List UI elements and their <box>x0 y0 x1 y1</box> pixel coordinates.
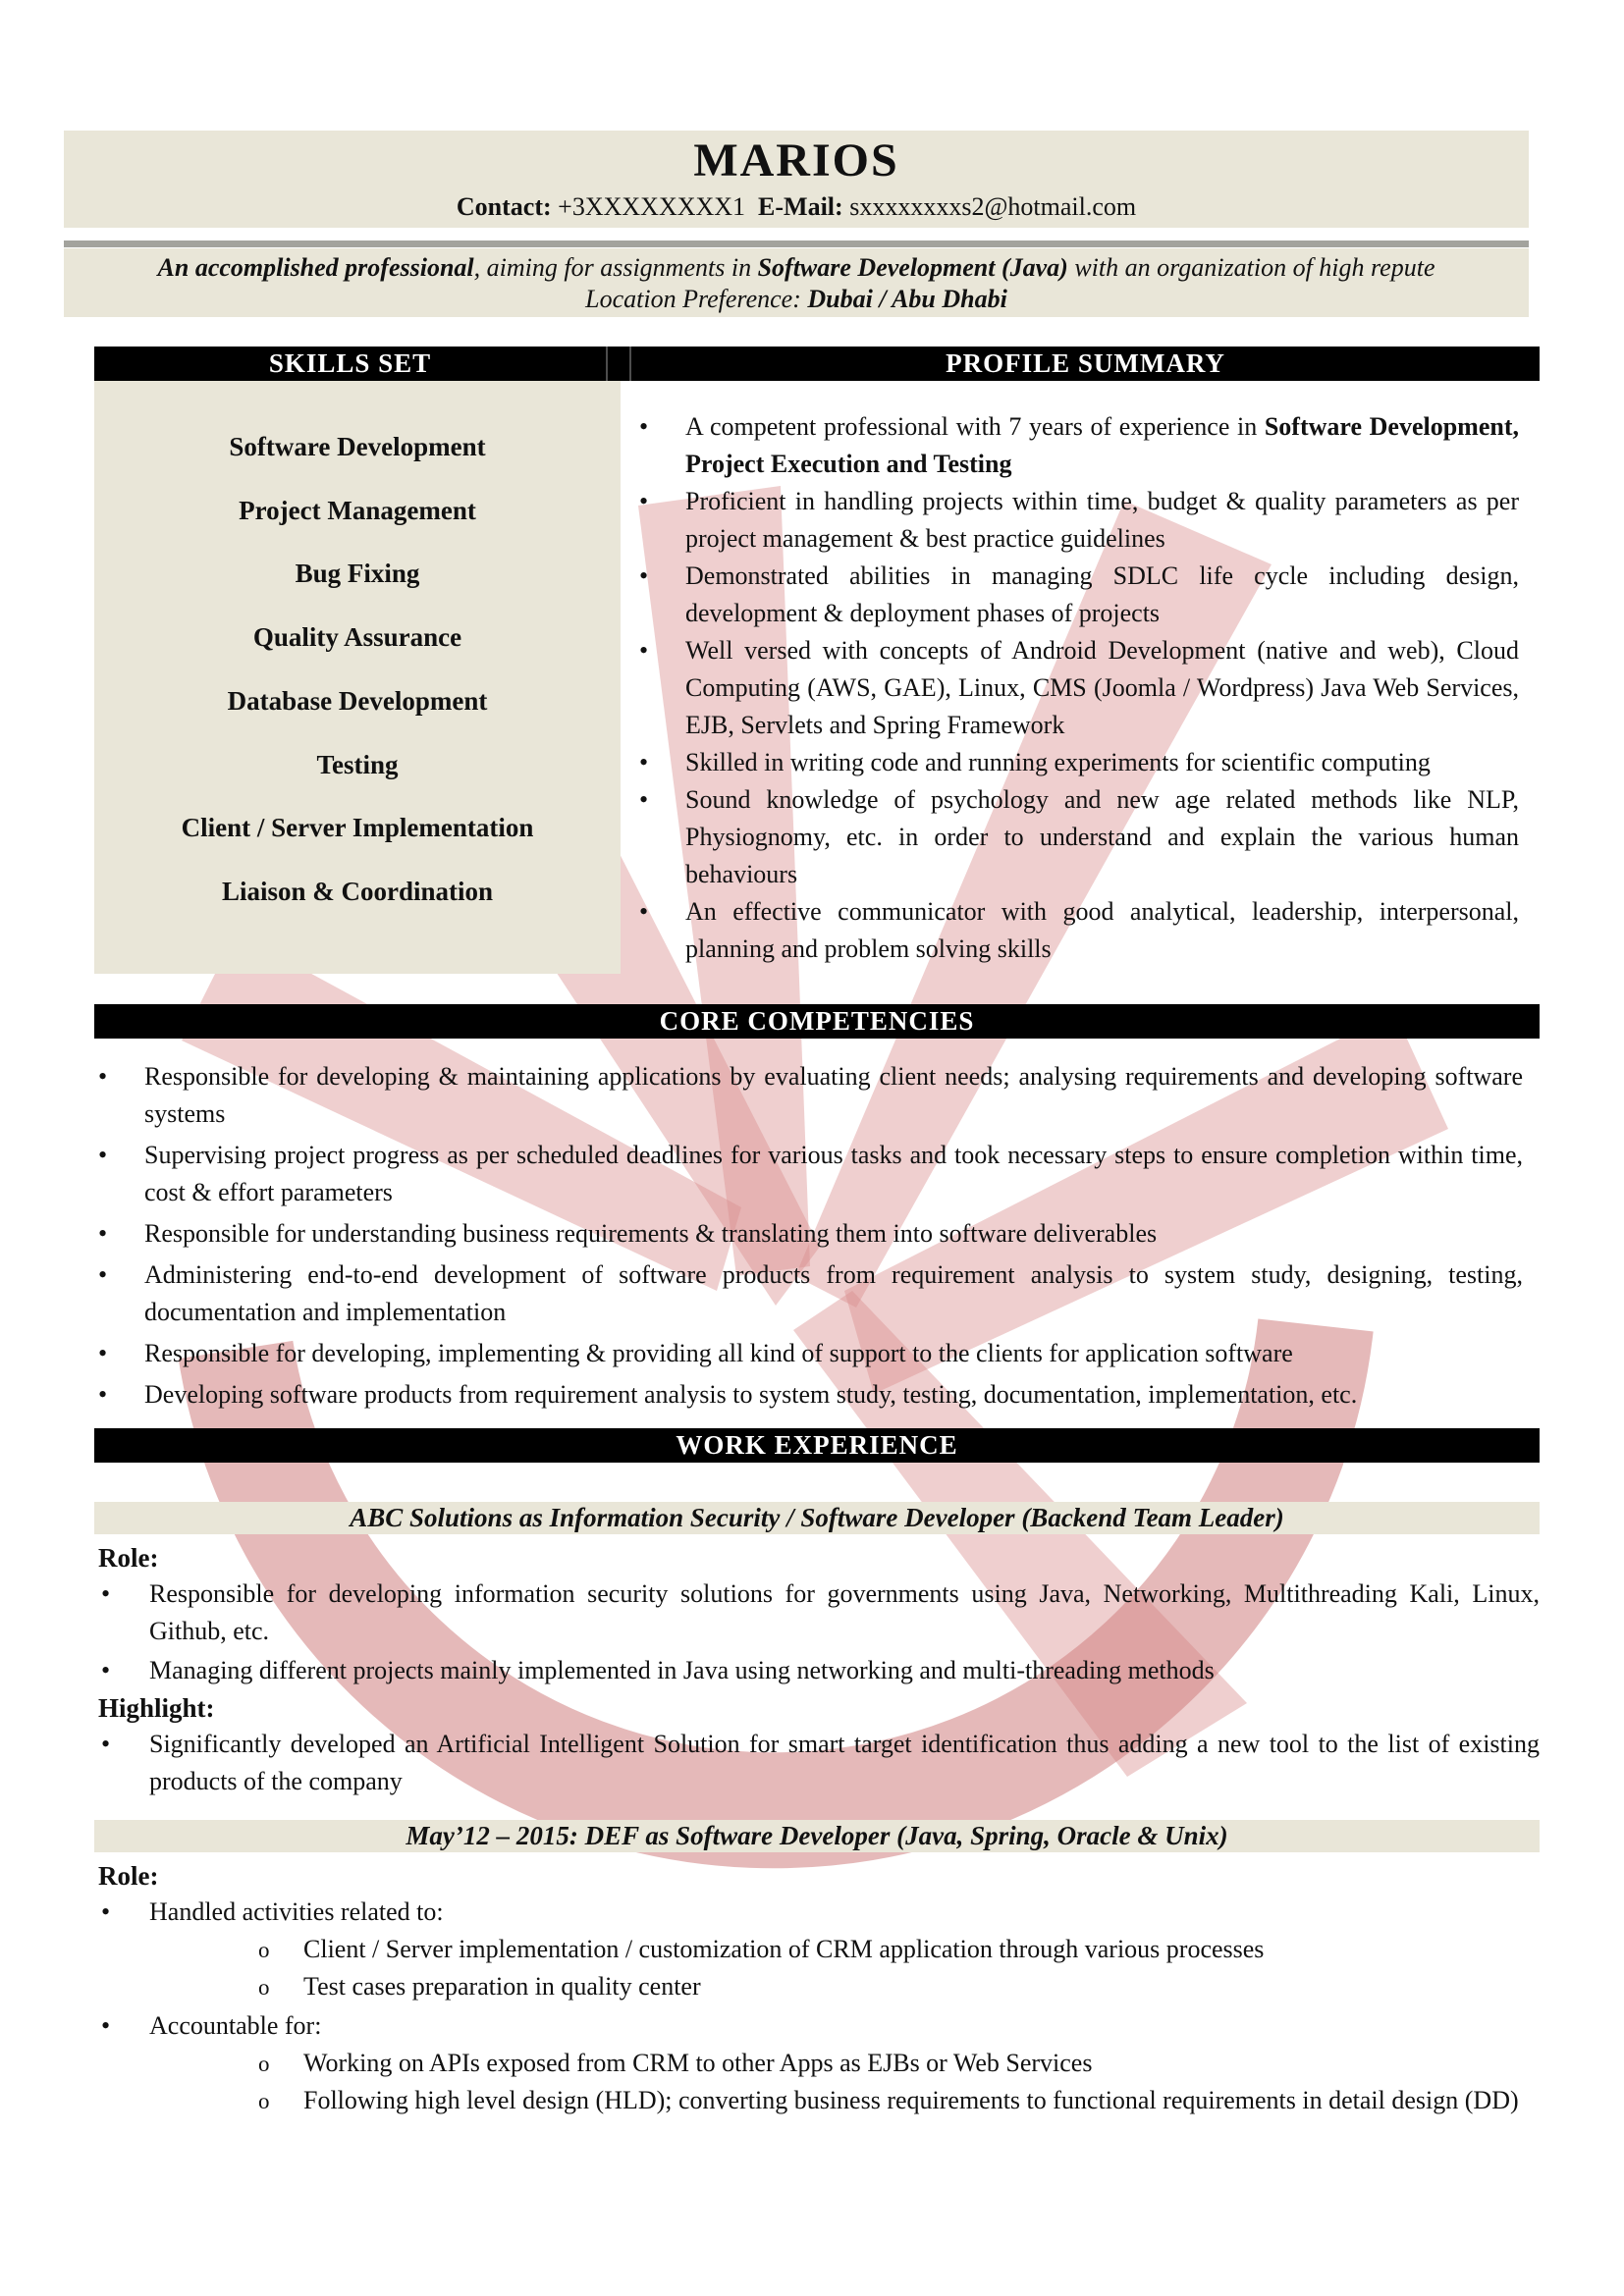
profile-bullet <box>635 558 1519 632</box>
skill-item: Project Management <box>239 495 476 525</box>
bullet-dot-icon: • <box>639 897 649 926</box>
core-bullet <box>94 1058 1523 1133</box>
contact-label: Contact: <box>456 192 552 221</box>
job-bullet-text: Managing different projects mainly implemented in Java using networking and multi-threading methods <box>149 1656 1215 1684</box>
bullet-dot-icon: • <box>639 487 649 515</box>
bullet-dot-icon: • <box>101 1579 111 1608</box>
job-bullet <box>94 1726 1540 1800</box>
job-sub-bullet-text: Test cases preparation in quality center <box>303 1972 701 2001</box>
job-sub-bullet-list <box>149 2045 1540 2119</box>
horizontal-rule <box>64 240 1529 247</box>
bullet-dot-icon: • <box>98 1339 108 1367</box>
profile-bullet <box>635 893 1519 968</box>
skill-item: Database Development <box>227 685 488 716</box>
bullet-dot-icon: • <box>98 1219 108 1248</box>
work-experience-header: WORK EXPERIENCE <box>94 1428 1540 1463</box>
bullet-dot-icon: • <box>101 1730 111 1758</box>
job-bullet-text: Significantly developed an Artificial Intelligent Solution for smart target identification thus adding a new tool to the list of existing products of the company <box>149 1730 1540 1795</box>
header-bar-seam <box>606 347 631 381</box>
job-sub-bullet <box>149 2045 1540 2082</box>
objective-statement <box>64 248 1529 317</box>
core-bullet-text: Supervising project progress as per scheduled deadlines for various tasks and took necessary steps to ensure completion within time, cost & effort parameters <box>144 1141 1523 1206</box>
skill-item: Testing <box>316 749 399 779</box>
circle-bullet-icon: o <box>258 1975 270 2000</box>
job-sub-bullet <box>149 1931 1540 1968</box>
emphasized-text: Dubai / Abu Dhabi <box>807 285 1007 313</box>
job-bullet-list <box>94 1575 1540 1689</box>
job-bullet <box>94 1575 1540 1650</box>
profile-bullet <box>635 408 1519 483</box>
skill-item: Software Development <box>229 431 486 461</box>
core-bullet-text: Developing software products from requirement analysis to system study, testing, documentation, implementation, etc. <box>144 1380 1358 1409</box>
contact-line <box>64 189 1529 225</box>
candidate-name: MARIOS <box>693 134 899 187</box>
profile-bullet-text <box>685 561 1519 627</box>
core-bullet-text: Responsible for developing & maintaining applications by evaluating client needs; analysing requirements and developing software systems <box>144 1062 1523 1128</box>
job-bullet <box>94 1894 1540 2005</box>
job-bullet-text: Responsible for developing information security solutions for governments using Java, Networking, Multithreading Kali, Linux, Github, etc. <box>149 1579 1540 1645</box>
profile-bullet <box>635 483 1519 558</box>
core-bullet-text: Responsible for understanding business requirements & translating them into software deliverables <box>144 1219 1158 1248</box>
core-competencies-list <box>94 1058 1523 1417</box>
bullet-dot-icon: • <box>639 636 649 665</box>
job-bullet-list <box>94 1726 1540 1800</box>
text-fragment: , aiming for assignments in <box>473 253 758 282</box>
skill-item: Liaison & Coordination <box>221 877 494 907</box>
bullet-dot-icon: • <box>101 2011 111 2040</box>
job-heading: ABC Solutions as Information Security / Software Developer (Backend Team Leader) <box>94 1502 1540 1534</box>
profile-bullet-text <box>685 412 1519 478</box>
job-heading: May’12 – 2015: DEF as Software Developer (Java, Spring, Oracle & Unix) <box>94 1820 1540 1852</box>
job-section-label: Role: <box>98 1861 159 1891</box>
job-sub-bullet-text: Working on APIs exposed from CRM to other Apps as EJBs or Web Services <box>303 2049 1093 2077</box>
circle-bullet-icon: o <box>258 2052 270 2076</box>
bullet-dot-icon: • <box>639 748 649 776</box>
work-experience-section <box>94 1480 1540 2121</box>
job-bullet <box>94 2007 1540 2119</box>
core-bullet <box>94 1215 1523 1253</box>
bullet-dot-icon: • <box>639 412 649 441</box>
profile-bullet-text <box>685 636 1519 739</box>
core-bullet-text: Responsible for developing, implementing & providing all kind of support to the clients for application software <box>144 1339 1293 1367</box>
bullet-dot-icon: • <box>101 1656 111 1684</box>
text-fragment: Well versed with concepts of Android Development (native and web), Cloud Computing (AWS, GAE), Linux, CMS (Joomla / Wordpress) Java Web Services, EJB, Servlets and Spring Framework <box>685 636 1519 739</box>
circle-bullet-icon: o <box>258 2089 270 2113</box>
job-sub-bullet <box>149 1968 1540 2005</box>
core-bullet <box>94 1256 1523 1331</box>
text-fragment: Skilled in writing code and running experiments for scientific computing <box>685 748 1431 776</box>
bullet-dot-icon: • <box>639 561 649 590</box>
profile-bullet-text <box>685 748 1431 776</box>
objective-line-2 <box>64 284 1529 315</box>
header-block <box>64 131 1529 228</box>
text-fragment: Sound knowledge of psychology and new age related methods like NLP, Physiognomy, etc. in order to understand and explain the various human behaviours <box>685 785 1519 888</box>
skill-item: Quality Assurance <box>252 622 462 653</box>
objective-line-1 <box>64 252 1529 284</box>
skill-item: Client / Server Implementation <box>181 813 534 843</box>
text-fragment: Demonstrated abilities in managing SDLC life cycle including design, development & deployment phases of projects <box>685 561 1519 627</box>
profile-bullet <box>635 744 1519 781</box>
core-bullet-text: Administering end-to-end development of software products from requirement analysis to system study, designing, testing, documentation and implementation <box>144 1260 1523 1326</box>
email-label: E-Mail: <box>758 192 843 221</box>
bullet-dot-icon: • <box>98 1380 108 1409</box>
core-bullet <box>94 1376 1523 1414</box>
profile-summary-list <box>635 408 1519 968</box>
text-fragment: with an organization of high repute <box>1067 253 1435 282</box>
profile-summary-header: PROFILE SUMMARY <box>946 348 1225 378</box>
emphasized-text: An accomplished professional <box>157 253 474 282</box>
bullet-dot-icon: • <box>98 1260 108 1289</box>
job-bullet <box>94 1652 1540 1689</box>
bullet-dot-icon: • <box>101 1897 111 1926</box>
text-fragment: Location Preference: <box>585 285 808 313</box>
job-bullet-list <box>94 1894 1540 2119</box>
bullet-dot-icon: • <box>98 1141 108 1169</box>
bullet-dot-icon: • <box>639 785 649 814</box>
job-sub-bullet-text: Client / Server implementation / customization of CRM application through various processes <box>303 1935 1265 1963</box>
profile-summary-column <box>635 381 1519 968</box>
emphasized-text: Software Development, Project Execution and Testing <box>685 412 1519 478</box>
email-value: sxxxxxxxxs2@hotmail.com <box>849 192 1137 221</box>
core-bullet <box>94 1335 1523 1372</box>
profile-bullet-text <box>685 487 1519 553</box>
skills-set-header: SKILLS SET <box>268 348 432 378</box>
profile-bullet <box>635 781 1519 893</box>
job-section-label: Highlight: <box>98 1693 215 1723</box>
job-sub-bullet-text: Following high level design (HLD); converting business requirements to functional requirements in detail design (DD) <box>303 2086 1519 2114</box>
text-fragment: An effective communicator with good analytical, leadership, interpersonal, planning and problem solving skills <box>685 897 1519 963</box>
job-section-label: Role: <box>98 1543 159 1573</box>
skills-panel <box>94 381 621 974</box>
contact-value: +3XXXXXXXX1 <box>558 192 746 221</box>
skill-item: Bug Fixing <box>295 559 420 589</box>
text-fragment: Proficient in handling projects within time, budget & quality parameters as per project management & best practice guidelines <box>685 487 1519 553</box>
columns-header-bar <box>94 347 1540 381</box>
job-bullet-text: Handled activities related to: <box>149 1897 444 1926</box>
bullet-dot-icon: • <box>98 1062 108 1091</box>
core-bullet <box>94 1137 1523 1211</box>
text-fragment: A competent professional with 7 years of experience in <box>685 412 1265 441</box>
circle-bullet-icon: o <box>258 1938 270 1962</box>
job-sub-bullet <box>149 2082 1540 2119</box>
profile-bullet-text <box>685 785 1519 888</box>
profile-bullet <box>635 632 1519 744</box>
job-sub-bullet-list <box>149 1931 1540 2005</box>
job-bullet-text: Accountable for: <box>149 2011 322 2040</box>
core-competencies-header: CORE COMPETENCIES <box>94 1004 1540 1039</box>
emphasized-text: Software Development (Java) <box>757 253 1068 282</box>
profile-bullet-text <box>685 897 1519 963</box>
